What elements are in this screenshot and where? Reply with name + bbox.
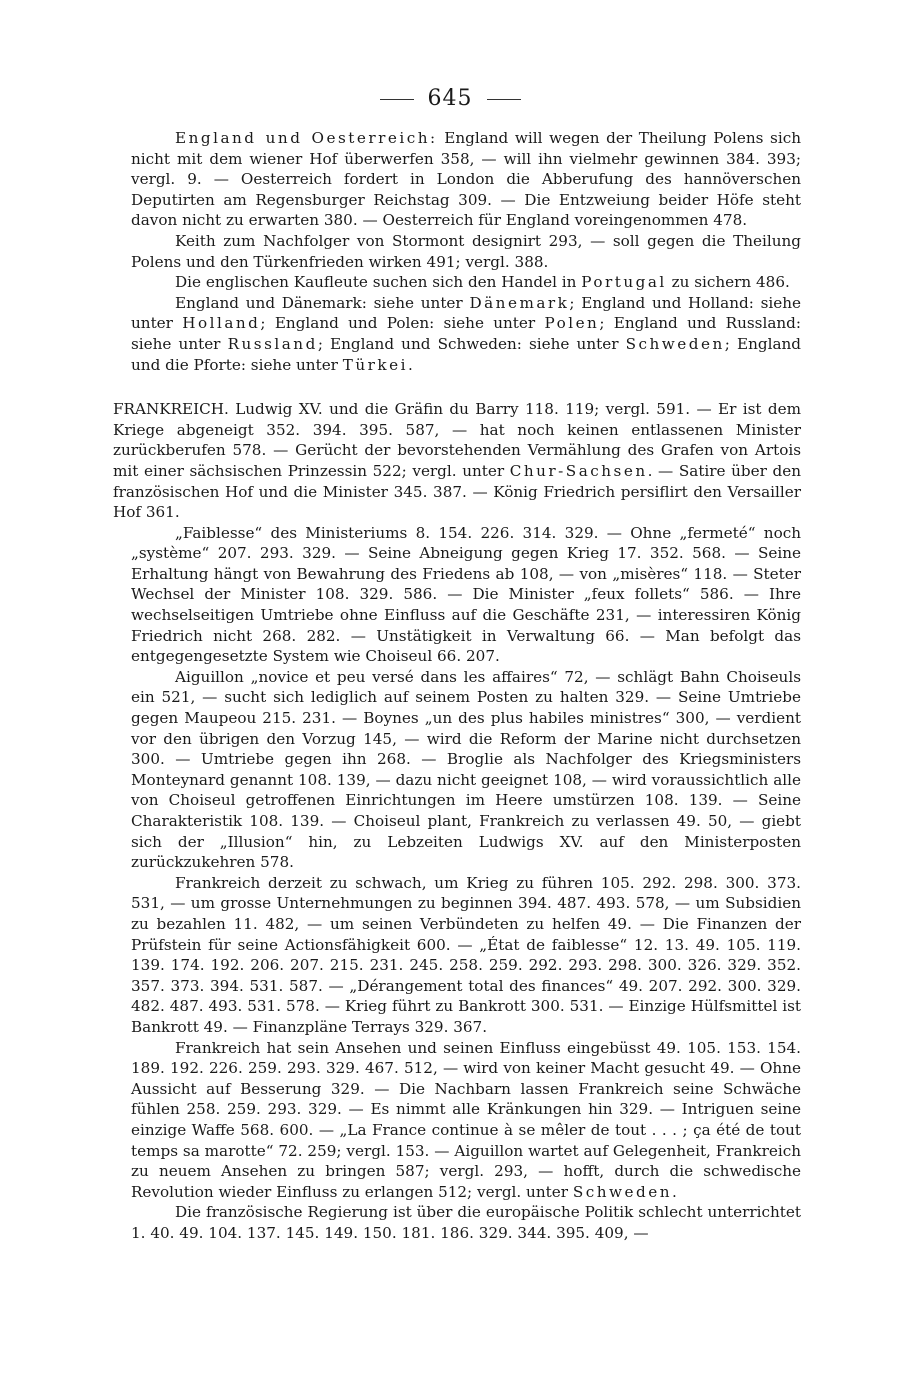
entry-text: Ludwig XV. und die Gräfin du Barry 118. 119; vergl. 591. — Er ist dem Kriege abgeneigt 352. 394. 395. 587, — hat noch keinen entlassenen Minister zurückberufen 578. — Gerücht der bevorstehenden Vermählung des Grafen von Artois mit einer sächsischen Prinzessin 522; vergl. unter (113, 400, 802, 480)
entry-text: ; England und Holland: siehe unter (131, 293, 802, 333)
page-number-left-rule (380, 99, 414, 100)
page-number-text: 645 (427, 86, 473, 111)
cross-reference: Schweden (625, 334, 725, 353)
cross-reference: Schweden (572, 1182, 672, 1201)
england-oesterreich-paragraph (131, 128, 801, 231)
cross-reference: Chur-Sachsen (509, 461, 648, 480)
cross-reference: Dänemark (469, 293, 570, 312)
regierung-paragraph: Die französische Regierung ist über die europäische Politik schlecht unterrichtet 1. 40. 49. 104. 137. 145. 149. 150. 181. 186. 329. 344. 395. 409, — (131, 1203, 801, 1242)
entry-text: ; England und Russland: siehe unter (131, 314, 802, 353)
ansehen-paragraph (131, 1038, 801, 1203)
finanzen-paragraph: Frankreich derzeit zu schwach, um Krieg zu führen 105. 292. 298. 300. 373. 531, — um grosse Unternehmungen zu beginnen 394. 487. 493. 578, — um Subsidien zu bezahlen 11. 482, — um seinen Verbündeten zu helfen 49. — Die Finanzen der Prüfstein für seine Actionsfähigkeit 600. — „État de faiblesse“ 12. 13. 49. 105. 119. 139. 174. 192. 206. 207. 215. 231. 245. 258. 259. 292. 293. 298. 300. 326. 329. 352. 357. 373. 394. 531. 587. — „Dérangement total des finances“ 49. 207. 292. 300. 329. 482. 487. 493. 531. 578. — Krieg führt zu Bankrott 300. 531. — Einzige Hülfsmittel ist Bankrott 49. — Finanzpläne Terrays 329. 367. (131, 873, 801, 1036)
section-heading: FRANKREICH. (113, 400, 229, 419)
entry-heading: England und Oesterreich: (175, 129, 438, 147)
cross-reference: Holland (182, 314, 261, 333)
page-number (0, 86, 900, 111)
entry-text: . (408, 355, 413, 374)
entry-text: Die englischen Kaufleute suchen sich den Handel in (175, 273, 577, 292)
entry-text: England will wegen der Theilung Polens sich nicht mit dem wiener Hof überwerfen 358, — will ihn vielmehr gewinnen 384. 393; vergl. 9. — Oesterreich fordert in London die Abberufung des hannöverschen Deputirten am Regensburger Reichstag 309. — Die Entzweiung beider Höfe steht davon nicht zu erwarten 380. — Oesterreich für England voreingenommen 478. (131, 129, 801, 230)
cross-reference: Polen (544, 314, 600, 333)
portugal-paragraph (131, 272, 801, 293)
aiguillon-paragraph: Aiguillon „novice et peu versé dans les affaires“ 72, — schlägt Bahn Choiseuls ein 521, — sucht sich lediglich auf seinem Posten zu halten 329. — Seine Umtriebe gegen Maupeou 215. 231. — Boynes „un des plus habiles ministres“ 300, — verdient vor den übrigen den Vorzug 145, — wird die Reform der Marine nicht durchsetzen 300. — Umtriebe gegen ihn 268. — Broglie als Nachfolger des Kriegsministers Monteynard genannt 108. 139, — dazu nicht geeignet 108, — wird voraussichtlich alle von Choiseul getroffenen Einrichtungen im Heere umstürzen 108. 139. — Seine Charakteristik 108. 139. — Choiseul plant, Frankreich zu verlassen 49. 50, — giebt sich der „Illusion“ hin, zu Lebzeiten Ludwigs XV. auf den Ministerposten zurückzukehren 578. (131, 667, 801, 872)
cross-reference: Portugal (581, 273, 667, 292)
keith-paragraph: Keith zum Nachfolger von Stormont designirt 293, — soll gegen die Theilung Polens und den Türkenfrieden wirken 491; vergl. 388. (131, 231, 801, 271)
cross-reference: Russland (227, 334, 318, 353)
index-content (113, 128, 802, 1243)
england-cross-references-paragraph (131, 293, 801, 375)
entry-text: ; England und Schweden: siehe unter (317, 334, 619, 353)
entry-text: ; England und Polen: siehe unter (260, 314, 536, 333)
frankreich-heading-paragraph (113, 399, 801, 523)
entry-text: . — Satire über den französischen Hof und die Minister 345. 387. — König Friedrich persiflirt den Versailler Hof 361. (113, 461, 801, 522)
entry-text: England und Dänemark: siehe unter (175, 293, 463, 312)
faiblesse-paragraph: „Faiblesse“ des Ministeriums 8. 154. 226. 314. 329. — Ohne „fermeté“ noch „système“ 207. 293. 329. — Seine Abneigung gegen Krieg 17. 352. 568. — Seine Erhaltung hängt von Bewahrung des Friedens ab 108, — von „misères“ 118. — Steter Wechsel der Minister 108. 329. 586. — Die Minister „feux follets“ 586. — Ihre wechselseitigen Umtriebe ohne Einfluss auf die Geschäfte 231, — interessiren König Friedrich nicht 268. 282. — Unstätigkeit in Verwaltung 66. — Man befolgt das entgegengesetzte System wie Choiseul 66. 207. (131, 523, 801, 666)
entry-text: Frankreich hat sein Ansehen und seinen Einfluss eingebüsst 49. 105. 153. 154. 189. 192. 226. 259. 293. 329. 467. 512, — wird von keiner Macht gesucht 49. — Ohne Aussicht auf Besserung 329. — Die Nachbarn lassen Frankreich seine Schwäche fühlen 258. 259. 293. 329. — Es nimmt alle Kränkungen hin 329. — Intriguen seine einzige Waffe 568. 600. — „La France continue à se mêler de tout . . . ; ça été de tout temps sa marotte“ 72. 259; vergl. 153. — Aiguillon wartet auf Gelegenheit, Frankreich zu neuem Ansehen zu bringen 587; vergl. 293, — hofft, durch die schwedische Revolution wieder Einfluss zu erlangen 512; vergl. unter (131, 1038, 801, 1201)
page-number-right-rule (487, 99, 521, 100)
entry-text: zu sichern 486. (671, 273, 790, 292)
cross-reference: Türkei (342, 355, 408, 374)
entry-text: ; England und die Pforte: siehe unter (131, 334, 801, 374)
entry-text: . (671, 1182, 677, 1201)
